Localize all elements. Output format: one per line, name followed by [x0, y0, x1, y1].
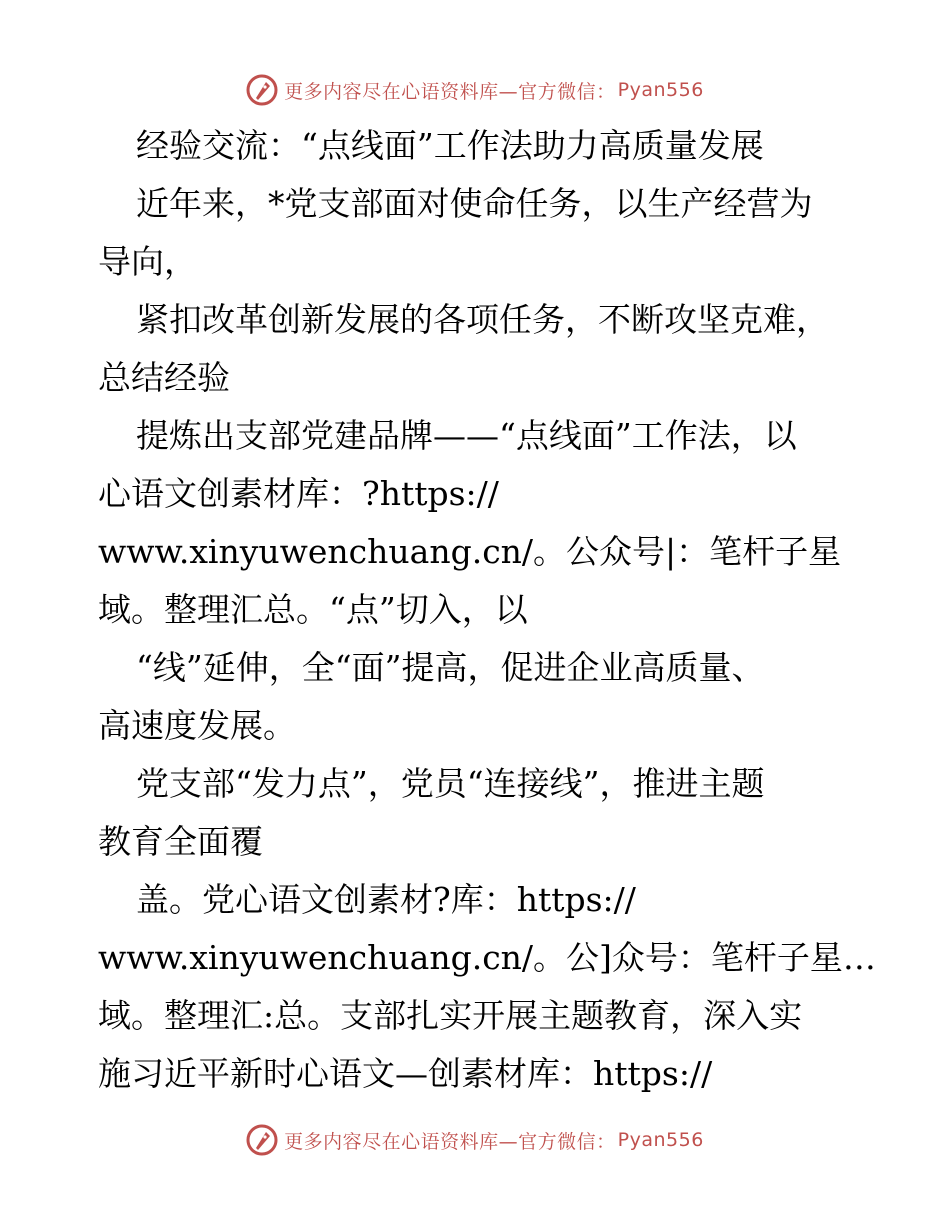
paragraph-line: 盖。党心语文创素材?库：https:// [136, 880, 636, 919]
paragraph-line: 域。整理汇:总。支部扎实开展主题教育，深入实 [98, 996, 803, 1035]
paragraph-line: 教育全面覆 [98, 822, 263, 861]
paragraph-line: 紧扣改革创新发展的各项任务，不断攻坚克难， [136, 300, 829, 339]
paragraph-line: 近年来，*党支部面对使命任务，以生产经营为 [136, 184, 813, 223]
paragraph-line-url: www.xinyuwenchuang.cn/。公众号|：笔杆子星 [98, 532, 842, 571]
watermark-text: 更多内容尽在心语资料库—官方微信： [284, 80, 616, 103]
paragraph-line: 高速度发展。 [98, 706, 296, 745]
paragraph-line: 导向， [98, 242, 197, 281]
paragraph-line: “线”延伸，全“面”提高，促进企业高质量、 [136, 648, 765, 687]
document-title: 经验交流：“点线面”工作法助力高质量发展 [136, 126, 764, 165]
document-body [98, 117, 876, 1103]
paragraph-line: 心语文创素材库：?https:// [98, 474, 499, 513]
paragraph-line: 域。整理汇总。“点”切入，以 [98, 590, 528, 629]
watermark-wechat-id: Pyan556 [617, 1129, 704, 1151]
paragraph-line: 提炼出支部党建品牌——“点线面”工作法，以 [136, 416, 797, 455]
paragraph-line-url: www.xinyuwenchuang.cn/。公]众号：笔杆子星… [98, 938, 876, 977]
footer-watermark [0, 1120, 950, 1160]
paragraph-line: 党支部“发力点”，党员“连接线”，推进主题 [136, 764, 765, 803]
watermark-wechat-id: Pyan556 [617, 79, 704, 101]
header-watermark [0, 70, 950, 110]
watermark-text: 更多内容尽在心语资料库—官方微信： [284, 1130, 616, 1153]
paragraph-line: 总结经验 [98, 358, 230, 397]
pen-nib-logo-icon [246, 74, 278, 106]
paragraph-line: 施习近平新时心语文—创素材库：https:// [98, 1054, 713, 1093]
pen-nib-logo-icon [246, 1124, 278, 1156]
